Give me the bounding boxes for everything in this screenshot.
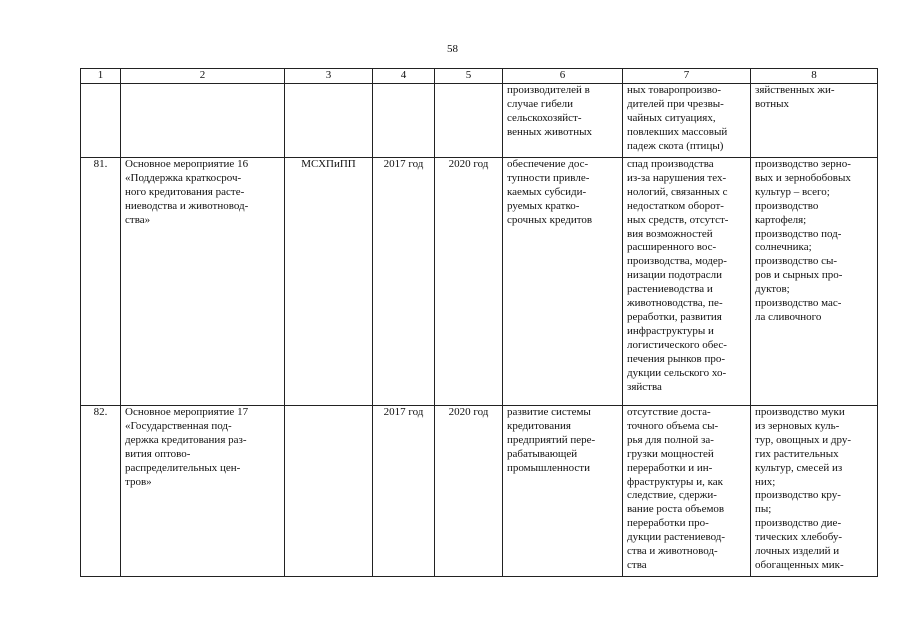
row-number — [81, 84, 121, 158]
end-year: 2020 год — [435, 158, 503, 406]
table-row — [81, 84, 878, 158]
column-header: 5 — [435, 69, 503, 84]
table-row — [81, 406, 878, 577]
end-year: 2020 год — [435, 406, 503, 577]
page-number: 58 — [447, 43, 458, 55]
start-year — [373, 84, 435, 158]
consequences: спад производства из-за нарушения тех- нологий, связанных с недостатком оборот- ных средств, отсутст- вия возможностей расширенного вос- производства, модер- низации подотрасли растениеводства и животноводства, пе- реработки, развития инфраструктуры и логистического обес- печения рынков про- дукции сельского хо- зяйства — [623, 158, 751, 406]
start-year: 2017 год — [373, 406, 435, 577]
measure-name: Основное мероприятие 17 «Государственная под- держка кредитования раз- вития оптово- распределительных цен- тров» — [121, 406, 285, 577]
consequences: ных товаропроизво- дителей при чрезвы- чайных ситуациях, повлекших массовый падеж скота (птицы) — [623, 84, 751, 158]
measures-table — [80, 68, 878, 577]
start-year: 2017 год — [373, 158, 435, 406]
indicators: производство зерно- вых и зернобобовых культур – всего; производство картофеля; производство под- солнечника; производство сы- ров и сырных про- дуктов; производство мас- ла сливочного — [751, 158, 878, 406]
indicators: зяйственных жи- вотных — [751, 84, 878, 158]
consequences: отсутствие доста- точного объема сы- рья для полной за- грузки мощностей переработки и ин- фраструктуры и, как следствие, сдержи- вание роста объемов переработки про- дукции растениевод- ства и животновод- ства — [623, 406, 751, 577]
column-header: 4 — [373, 69, 435, 84]
column-header: 2 — [121, 69, 285, 84]
measure-name: Основное мероприятие 16 «Поддержка краткосроч- ного кредитования расте- ниеводства и животновод- ства» — [121, 158, 285, 406]
row-number: 81. — [81, 158, 121, 406]
table-row — [81, 158, 878, 406]
column-header: 3 — [285, 69, 373, 84]
executor — [285, 406, 373, 577]
expected-result: обеспечение дос- тупности привле- каемых субсиди- руемых кратко- срочных кредитов — [503, 158, 623, 406]
expected-result: развитие системы кредитования предприятий пере- рабатывающей промышленности — [503, 406, 623, 577]
executor: МСХПиПП — [285, 158, 373, 406]
column-header: 6 — [503, 69, 623, 84]
column-header: 1 — [81, 69, 121, 84]
column-header: 8 — [751, 69, 878, 84]
row-number: 82. — [81, 406, 121, 577]
column-number-row — [81, 69, 878, 84]
column-header: 7 — [623, 69, 751, 84]
end-year — [435, 84, 503, 158]
expected-result: производителей в случае гибели сельскохозяйст- венных животных — [503, 84, 623, 158]
executor — [285, 84, 373, 158]
measure-name — [121, 84, 285, 158]
indicators: производство муки из зерновых куль- тур, овощных и дру- гих растительных культур, смесей из них; производство кру- пы; производство дие- тических хлебобу- лочных изделий и обогащенных мик- — [751, 406, 878, 577]
